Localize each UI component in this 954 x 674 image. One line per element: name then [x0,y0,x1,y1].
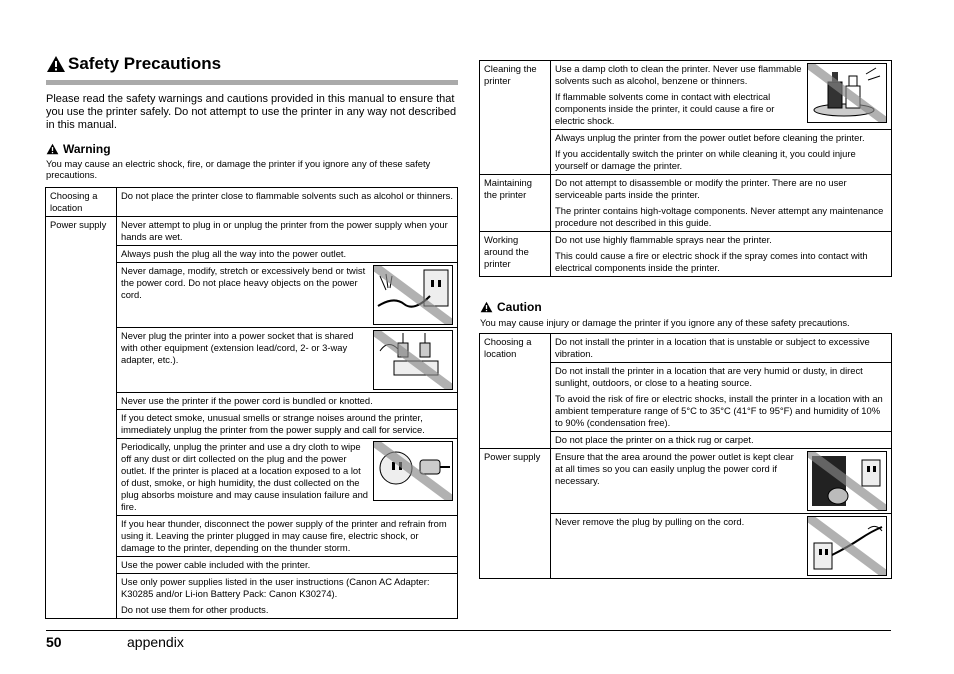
precaution-cell [551,232,892,277]
caution-triangle-icon [480,301,493,313]
title-underline [46,80,458,85]
page-title-text: Safety Precautions [68,54,222,73]
precaution-text: Use the power cable included with the printer. [121,559,311,570]
precaution-cell [117,393,458,410]
precaution-text: To avoid the risk of fire or electric shocks, install the printer in a location with an ambient temperature range of 5°C to 35°C (41°F to 95°F) and humidity of 10% to 90% (condensation free). [555,393,883,428]
warning-description: You may cause an electric shock, fire, or damage the printer if you ignore any of these safety precautions. [46,158,431,180]
pull-cord-icon [807,516,887,576]
precaution-cell [551,449,892,514]
section-name: appendix [127,634,184,650]
category-cell: Working around the printer [480,232,551,277]
table-row [480,449,892,514]
category-cell: Maintaining the printer [480,175,551,232]
category-cell: Power supply [480,449,551,579]
warning-heading-text: Warning [63,142,111,156]
page-title [46,54,458,74]
category-cell: Choosing a location [46,188,117,217]
intro-paragraph: Please read the safety warnings and cautions provided in this manual to ensure that you use the printer safely. Do not attempt to use the printer in any way not described in this manual. [46,93,457,131]
table-row [480,232,892,277]
table-row [480,175,892,232]
precaution-text: Do not install the printer in a location that are very humid or dusty, in direct sunlight, outdoors, or close to a heating source. [555,365,863,388]
caution-heading [480,300,542,314]
clear-outlet-icon [807,451,887,511]
precaution-cell [117,328,458,393]
precaution-text: If flammable solvents come in contact with electrical components inside the printer, it could cause a fire or electric shock. [555,91,775,126]
precaution-cell [551,130,892,175]
precaution-cell [551,61,892,130]
precaution-text: Ensure that the area around the power outlet is kept clear at all times so you can easily unplug the power cord if necessary. [555,451,794,486]
precaution-text: Never plug the printer into a power socket that is shared with other equipment (extension lead/cord, 2- or 3-way adapter, etc.). [121,330,354,365]
precaution-cell [117,217,458,246]
flammable-solvents-icon [807,63,887,123]
precaution-text: Do not install the printer in a location that is unstable or subject to excessive vibration. [555,336,870,359]
damaged-cord-icon [373,265,453,325]
precaution-text: Always push the plug all the way into the power outlet. [121,248,347,259]
precaution-cell [117,574,458,619]
precaution-cell [117,410,458,439]
precaution-text: Never remove the plug by pulling on the cord. [555,516,745,527]
precaution-text: Always unplug the printer from the power outlet before cleaning the printer. [555,132,865,143]
precaution-text: Use only power supplies listed in the user instructions (Canon AC Adapter: K30285 and/or Li-ion Battery Pack: Canon K30274). [121,576,430,599]
precaution-cell [117,557,458,574]
category-cell: Cleaning the printer [480,61,551,175]
precaution-text: Do not use highly flammable sprays near the printer. [555,234,772,245]
precaution-cell [551,432,892,449]
precaution-cell [551,175,892,232]
precaution-text: If you detect smoke, unusual smells or strange noises around the printer, immediately unplug the printer from the power supply and call for service. [121,412,425,435]
precaution-cell [117,439,458,516]
warning-triangle-icon [46,55,66,73]
precaution-cell [551,334,892,363]
category-cell: Choosing a location [480,334,551,449]
precaution-text: Never use the printer if the power cord is bundled or knotted. [121,395,373,406]
precaution-text: Do not place the printer on a thick rug or carpet. [555,434,754,445]
precaution-text: Do not place the printer close to flammable solvents such as alcohol or thinners. [121,190,453,201]
precaution-cell [551,363,892,432]
footer-rule [46,630,891,631]
precaution-text: Never attempt to plug in or unplug the printer from the power supply when your hands are wet. [121,219,448,242]
precaution-text: If you hear thunder, disconnect the power supply of the printer and refrain from using it. Leaving the printer plugged in may cause fire, electric shock, or damage to the printer, depending on the thunder storm. [121,518,447,553]
table-row [46,188,458,217]
warning-table [45,187,458,619]
precaution-cell [117,263,458,328]
table-row [480,334,892,363]
caution-description: You may cause injury or damage the printer if you ignore any of these safety precautions. [480,317,850,328]
warning-heading [46,142,111,156]
precaution-text: Use a damp cloth to clean the printer. Never use flammable solvents such as alcohol, benzene or thinners. [555,63,802,86]
caution-table [479,333,892,579]
cleaning-table [479,60,892,277]
precaution-cell [117,188,458,217]
precaution-text: If you accidentally switch the printer on while cleaning it, you could injure yourself or damage the printer. [555,148,856,171]
precaution-text: Never damage, modify, stretch or excessively bend or twist the power cord. Do not place heavy objects on the power cord. [121,265,366,300]
precaution-text: Do not use them for other products. [121,604,269,615]
precaution-cell [551,514,892,579]
table-row [46,217,458,246]
caution-heading-text: Caution [497,300,542,314]
category-cell: Power supply [46,217,117,619]
shared-socket-icon [373,330,453,390]
table-row [480,61,892,130]
precaution-text: This could cause a fire or electric shock if the spray comes into contact with electrical components inside the printer. [555,250,868,273]
precaution-text: Do not attempt to disassemble or modify the printer. There are no user serviceable parts inside the printer. [555,177,847,200]
precaution-text: The printer contains high-voltage components. Never attempt any maintenance procedure not described in this guide. [555,205,884,228]
warning-triangle-icon [46,143,59,155]
precaution-cell [117,516,458,557]
precaution-text: Periodically, unplug the printer and use a dry cloth to wipe off any dust or dirt collected on the plug and the power outlet. If the printer is placed at a location exposed to a lot of dust, smoke, or high humidity, the dust collected on the plug absorbs moisture and may cause insulation failure and fire. [121,441,369,512]
precaution-cell [117,246,458,263]
dusty-plug-icon [373,441,453,501]
page-number: 50 [46,634,62,650]
